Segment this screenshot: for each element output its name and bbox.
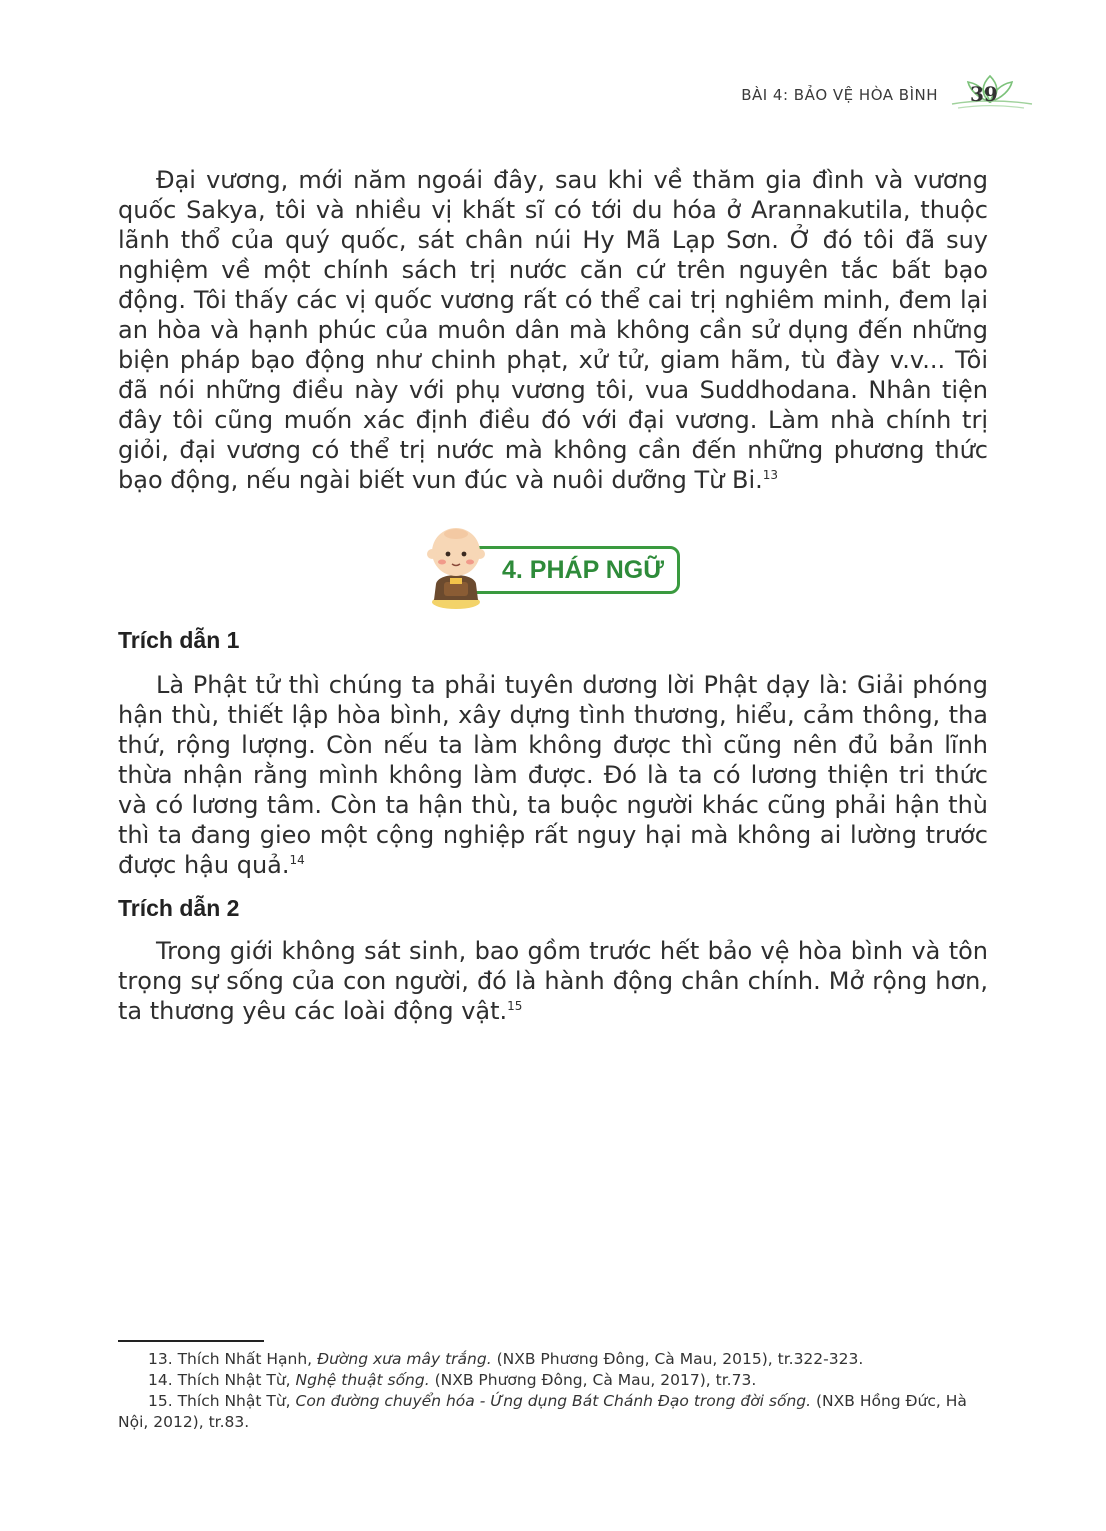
quote-1-paragraph (118, 670, 988, 880)
footnote-number: 14. (148, 1371, 173, 1389)
footnote-author: Thích Nhật Từ, (177, 1392, 291, 1410)
footnote-publisher: (NXB Hồng Đức, Hà Nội, 2012), tr.83. (118, 1392, 967, 1431)
quote-2-paragraph (118, 936, 988, 1026)
quote-1-heading: Trích dẫn 1 (118, 627, 240, 653)
footnote-ref-14[interactable]: 14 (289, 853, 305, 867)
footnote-author: Thích Nhật Từ, (177, 1371, 291, 1389)
quote-2-text: Trong giới không sát sinh, bao gồm trước hết bảo vệ hòa bình và tôn trọng sự sống của con người, đó là hành động chân chính. Mở rộng hơn, ta thương yêu các loài động vật. (118, 937, 988, 1025)
quote-1-text: Là Phật tử thì chúng ta phải tuyên dương lời Phật dạy là: Giải phóng hận thù, thiết lập hòa bình, xây dựng tình thương, hiểu, cảm thông, tha thứ, rộng lượng. Còn nếu ta làm không được thì cũng nên đủ bản lĩnh thừa nhận rằng mình không làm được. Đó là ta có lương thiện tri thức và có lương tâm. Còn ta hận thù, ta buộc người khác cũng phải hận thù thì ta đang gieo một cộng nghiệp rất nguy hại mà không ai lường trước được hậu quả. (118, 671, 988, 879)
footnote-ref-15[interactable]: 15 (507, 999, 523, 1013)
section-heading (420, 522, 690, 612)
monk-illustration-icon (420, 522, 500, 612)
footnote-13 (118, 1349, 988, 1370)
footnote-number: 13. (148, 1350, 173, 1368)
footnote-14 (118, 1370, 988, 1391)
page-number-badge (944, 78, 1036, 112)
footnote-book-title: Nghệ thuật sống. (295, 1371, 430, 1389)
footnote-book-title: Con đường chuyển hóa - Ứng dụng Bát Chánh Đạo trong đời sống. (295, 1392, 812, 1410)
footnote-author: Thích Nhất Hạnh, (177, 1350, 313, 1368)
chapter-title: BÀI 4: BẢO VỆ HÒA BÌNH (741, 86, 938, 104)
page-header (741, 78, 1036, 112)
footnote-publisher: (NXB Phương Đông, Cà Mau, 2015), tr.322-323. (496, 1350, 864, 1368)
intro-paragraph (118, 165, 988, 495)
page-number: 39 (970, 82, 998, 106)
footnote-15 (118, 1391, 988, 1433)
intro-text: Đại vương, mới năm ngoái đây, sau khi về thăm gia đình và vương quốc Sakya, tôi và nhiều vị khất sĩ có tới du hóa ở Arannakutila, thuộc lãnh thổ của quý quốc, sát chân núi Hy Mã Lạp Sơn. Ở đó tôi đã suy nghiệm về một chính sách trị nước căn cứ trên nguyên tắc bất bạo động. Tôi thấy các vị quốc vương rất có thể cai trị nghiêm minh, đem lại an hòa và hạnh phúc của muôn dân mà không cần sử dụng đến những biện pháp bạo động như chinh phạt, xử tử, giam hãm, tù đày v.v... Tôi đã nói những điều này với phụ vương tôi, vua Suddhodana. Nhân tiện đây tôi cũng muốn xác định điều đó với đại vương. Làm nhà chính trị giỏi, đại vương có thể trị nước mà không cần đến những phương thức bạo động, nếu ngài biết vun đúc và nuôi dưỡng Từ Bi. (118, 166, 988, 494)
footnotes (118, 1349, 988, 1433)
footnote-book-title: Đường xưa mây trắng. (317, 1350, 492, 1368)
footnote-ref-13[interactable]: 13 (762, 468, 779, 482)
quote-2-heading: Trích dẫn 2 (118, 895, 240, 921)
section-title: 4. PHÁP NGỮ (502, 555, 664, 584)
footnote-divider (118, 1340, 264, 1342)
footnote-publisher: (NXB Phương Đông, Cà Mau, 2017), tr.73. (434, 1371, 757, 1389)
footnote-number: 15. (148, 1392, 173, 1410)
